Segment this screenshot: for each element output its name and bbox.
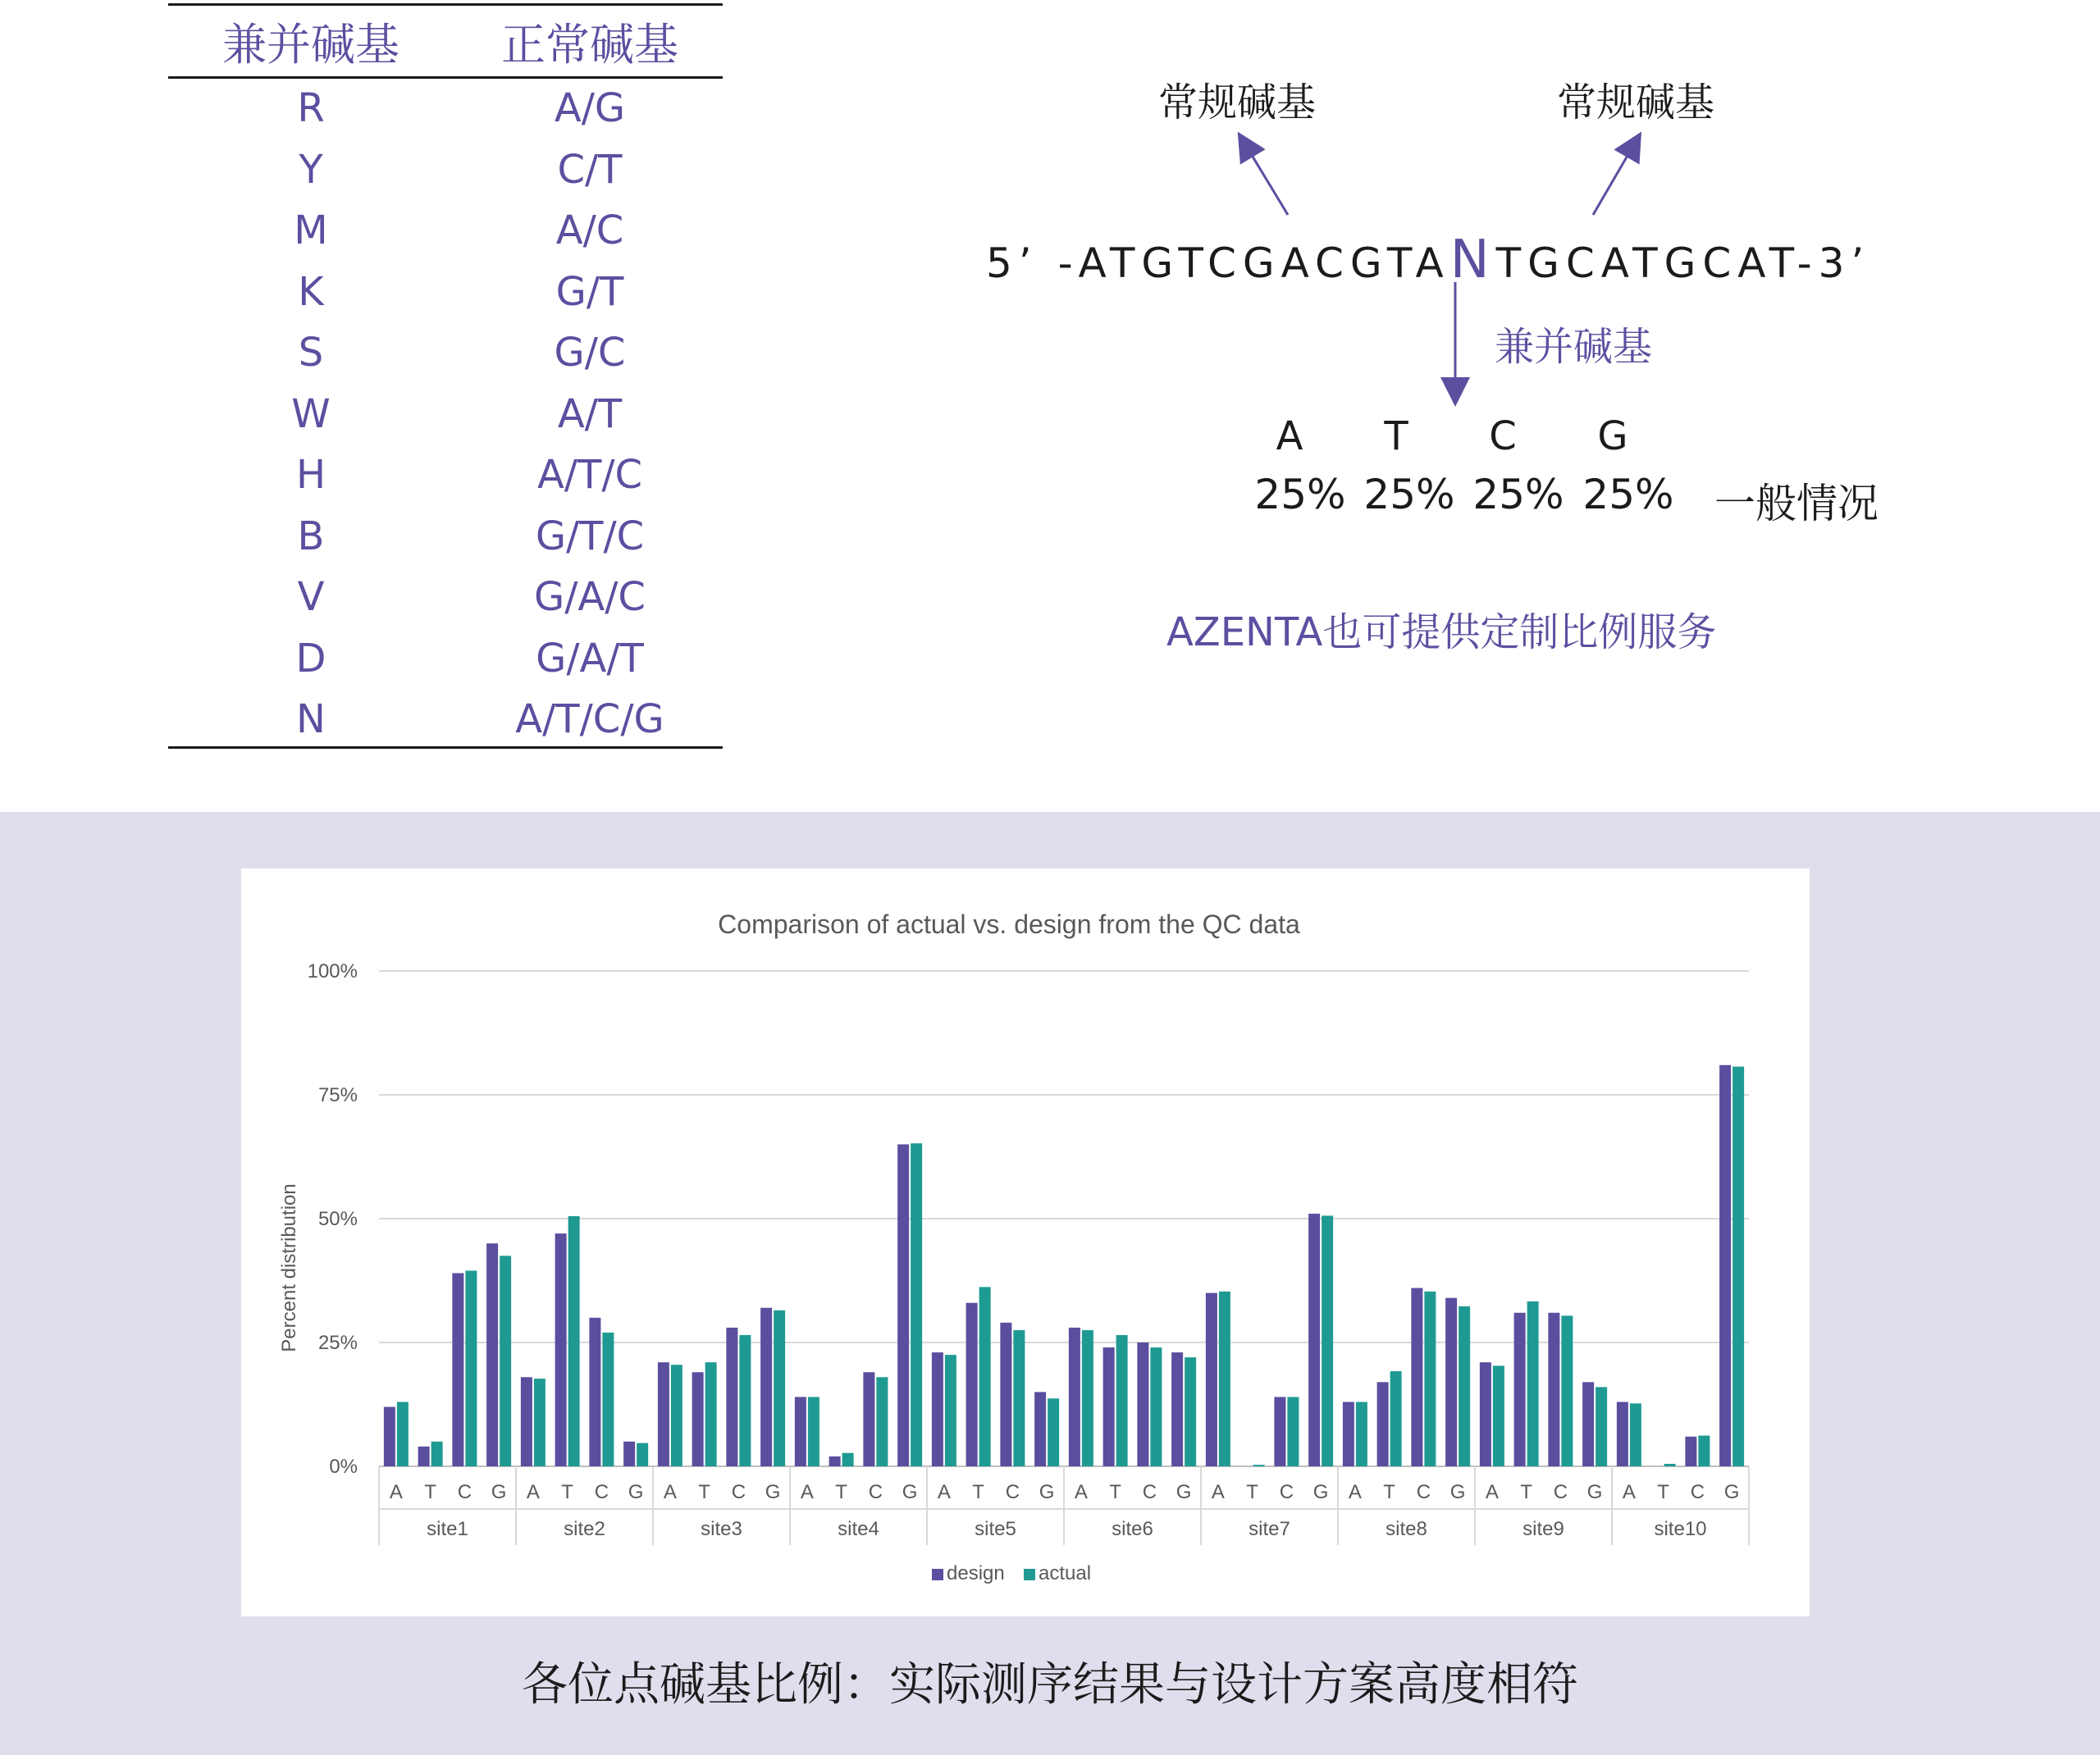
figure-caption: 各位点碱基比例：实际测序结果与设计方案高度相符 — [522, 1658, 1578, 1712]
bar-design-site2-T — [555, 1233, 567, 1466]
y-tick-label-1: 25% — [317, 1332, 358, 1354]
x-base-label-site6-A: A — [1074, 1481, 1088, 1503]
table-code-6: H — [295, 452, 326, 498]
x-base-label-site1-A: A — [389, 1481, 403, 1503]
bar-actual-site4-T — [842, 1453, 854, 1466]
x-base-label-site4-T: T — [835, 1481, 847, 1503]
bar-design-site5-G — [1034, 1392, 1046, 1466]
bar-design-site8-A — [1343, 1402, 1354, 1466]
table-code-10: N — [296, 696, 326, 742]
sequence-prefix: 5’ -ATGTCGACGTA — [986, 239, 1450, 287]
x-base-label-site7-A: A — [1211, 1481, 1225, 1503]
bar-design-site2-A — [521, 1377, 532, 1466]
bar-design-site1-A — [384, 1407, 395, 1466]
x-base-label-site8-G: G — [1449, 1481, 1466, 1503]
base-letter-c: C — [1489, 413, 1517, 459]
chart-x-axis — [379, 1466, 1749, 1545]
x-group-label-site9: site9 — [1522, 1518, 1564, 1540]
bar-design-site6-G — [1171, 1352, 1183, 1466]
custom-ratio-service-note: AZENTA也可提供定制比例服务 — [1166, 609, 1717, 655]
chart-y-axis-label: Percent distribution — [278, 1183, 300, 1352]
bar-actual-site7-T — [1253, 1465, 1265, 1466]
bar-actual-site1-C — [465, 1270, 477, 1466]
x-base-label-site9-G: G — [1586, 1481, 1603, 1503]
x-base-label-site5-C: C — [1005, 1481, 1020, 1503]
base-letter-a: A — [1276, 413, 1303, 459]
bar-actual-site7-G — [1322, 1215, 1333, 1466]
x-base-label-site4-A: A — [800, 1481, 814, 1503]
chart-legend — [932, 1562, 1091, 1584]
x-base-label-site5-T: T — [972, 1481, 984, 1503]
sequence-arrows — [0, 0, 2100, 812]
x-base-label-site3-T: T — [698, 1481, 710, 1503]
x-base-label-site6-C: C — [1142, 1481, 1157, 1503]
table-code-8: V — [297, 574, 325, 620]
x-group-label-site2: site2 — [564, 1518, 605, 1540]
degenerate-base-label: 兼并碱基 — [1495, 324, 1653, 370]
bar-design-site8-T — [1377, 1382, 1389, 1466]
normal-base-label-right: 常规碱基 — [1557, 80, 1715, 125]
x-base-label-site5-A: A — [937, 1481, 951, 1503]
bar-design-site7-G — [1308, 1214, 1320, 1466]
bar-actual-site9-C — [1561, 1315, 1573, 1466]
x-group-label-site10: site10 — [1654, 1518, 1707, 1540]
bar-design-site5-C — [1000, 1323, 1011, 1466]
bar-design-site1-T — [418, 1447, 430, 1466]
sequence-suffix: TGCATGCAT-3’ — [1495, 239, 1871, 287]
chart-y-ticks — [308, 960, 358, 1478]
chart-gridlines — [379, 971, 1749, 1466]
x-group-label-site8: site8 — [1386, 1518, 1427, 1540]
x-base-label-site2-C: C — [594, 1481, 609, 1503]
bar-actual-site1-A — [397, 1402, 409, 1466]
x-base-label-site5-G: G — [1039, 1481, 1055, 1503]
bar-design-site9-A — [1480, 1362, 1491, 1466]
bar-design-site6-C — [1137, 1342, 1148, 1466]
base-percent-g: 25% — [1582, 471, 1674, 518]
x-base-label-site7-G: G — [1312, 1481, 1329, 1503]
bar-design-site10-G — [1719, 1065, 1731, 1466]
x-base-label-site4-C: C — [868, 1481, 883, 1503]
table-bases-1: C/T — [557, 146, 623, 193]
legend-swatch-actual — [1024, 1569, 1035, 1580]
bar-actual-site1-T — [431, 1442, 443, 1466]
x-base-label-site10-A: A — [1622, 1481, 1636, 1503]
sequence-degenerate-base: N — [1449, 230, 1496, 290]
table-code-0: R — [297, 85, 325, 131]
bar-design-site8-G — [1445, 1298, 1457, 1466]
table-bases-8: G/A/C — [534, 574, 646, 620]
chart-bars — [384, 1065, 1744, 1466]
table-bases-0: A/G — [554, 85, 626, 131]
table-header-normal: 正常碱基 — [501, 19, 678, 71]
bar-design-site4-T — [829, 1456, 841, 1466]
bar-actual-site3-T — [705, 1362, 717, 1466]
bar-design-site4-C — [863, 1372, 874, 1466]
bar-actual-site8-G — [1459, 1306, 1470, 1466]
chart-title: Comparison of actual vs. design from the QC data — [718, 909, 1300, 939]
table-bases-9: G/A/T — [536, 635, 644, 681]
bar-design-site10-A — [1617, 1402, 1628, 1466]
table-bases-7: G/T/C — [535, 513, 645, 559]
table-code-3: K — [298, 268, 324, 315]
x-base-label-site6-G: G — [1176, 1481, 1192, 1503]
bar-design-site7-C — [1274, 1397, 1285, 1466]
bar-actual-site9-A — [1493, 1365, 1504, 1466]
legend-label-actual: actual — [1039, 1562, 1092, 1584]
table-bases-2: A/C — [555, 207, 624, 253]
bar-design-site3-A — [658, 1362, 669, 1466]
x-base-label-site8-T: T — [1383, 1481, 1395, 1503]
bar-actual-site1-G — [500, 1256, 511, 1466]
bar-actual-site7-A — [1219, 1292, 1230, 1466]
bar-design-site6-T — [1103, 1347, 1115, 1466]
bar-design-site2-G — [623, 1442, 635, 1466]
bar-design-site5-T — [966, 1303, 978, 1466]
bar-design-site4-G — [897, 1144, 909, 1466]
x-base-label-site6-T: T — [1109, 1481, 1121, 1503]
arrow-left-up — [1245, 144, 1288, 215]
x-base-label-site9-C: C — [1553, 1481, 1568, 1503]
y-tick-label-4: 100% — [307, 960, 358, 982]
arrow-right-up — [1593, 144, 1634, 215]
x-base-label-site4-G: G — [902, 1481, 918, 1503]
x-base-label-site2-A: A — [526, 1481, 540, 1503]
y-tick-label-3: 75% — [317, 1084, 358, 1106]
table-bases-10: A/T/C/G — [515, 696, 664, 742]
bar-design-site9-C — [1548, 1313, 1559, 1466]
bar-actual-site7-C — [1287, 1397, 1299, 1466]
bar-design-site9-T — [1514, 1313, 1526, 1466]
bar-actual-site6-T — [1116, 1335, 1128, 1466]
bar-actual-site2-C — [602, 1333, 614, 1466]
bar-actual-site6-G — [1185, 1357, 1196, 1466]
base-percent-a: 25% — [1254, 471, 1346, 518]
bar-actual-site3-A — [671, 1365, 682, 1466]
x-base-label-site2-G: G — [628, 1481, 644, 1503]
bar-design-site2-C — [589, 1318, 600, 1466]
x-base-label-site7-T: T — [1246, 1481, 1258, 1503]
table-code-5: W — [291, 390, 331, 437]
bar-actual-site8-T — [1390, 1371, 1402, 1466]
x-base-label-site1-T: T — [424, 1481, 436, 1503]
bar-design-site6-A — [1069, 1328, 1080, 1466]
bar-actual-site10-T — [1664, 1464, 1676, 1466]
bar-actual-site10-G — [1732, 1067, 1744, 1466]
bar-actual-site3-G — [774, 1311, 785, 1466]
legend-label-design: design — [947, 1562, 1005, 1584]
bar-actual-site9-G — [1596, 1387, 1607, 1466]
x-group-label-site4: site4 — [838, 1518, 879, 1540]
bar-actual-site5-T — [979, 1287, 991, 1466]
x-base-label-site2-T: T — [561, 1481, 573, 1503]
bar-actual-site2-A — [534, 1379, 546, 1466]
bar-actual-site5-G — [1048, 1398, 1059, 1466]
y-tick-label-2: 50% — [317, 1208, 358, 1230]
sequence-line — [986, 230, 1870, 290]
bar-actual-site5-A — [945, 1355, 956, 1466]
x-base-label-site9-A: A — [1485, 1481, 1499, 1503]
bar-design-site3-G — [760, 1308, 772, 1466]
x-base-label-site8-A: A — [1348, 1481, 1362, 1503]
x-base-label-site9-T: T — [1520, 1481, 1532, 1503]
x-base-label-site3-G: G — [765, 1481, 781, 1503]
bar-design-site1-G — [486, 1243, 498, 1466]
x-group-label-site3: site3 — [701, 1518, 742, 1540]
base-letter-g: G — [1597, 413, 1628, 459]
bar-actual-site8-C — [1424, 1292, 1436, 1466]
table-header-degenerate: 兼并碱基 — [222, 19, 399, 71]
table-bases-3: G/T — [555, 268, 624, 315]
bar-design-site3-T — [692, 1372, 704, 1466]
qc-comparison-chart — [241, 868, 1810, 1616]
base-percent-c: 25% — [1472, 471, 1564, 518]
table-code-1: Y — [299, 146, 323, 193]
y-tick-label-0: 0% — [329, 1456, 358, 1478]
table-code-4: S — [298, 330, 324, 376]
x-group-label-site7: site7 — [1249, 1518, 1290, 1540]
table-bases-6: A/T/C — [536, 452, 642, 498]
bar-actual-site4-C — [876, 1377, 888, 1466]
qc-chart-card — [241, 868, 1810, 1616]
bar-design-site9-G — [1582, 1382, 1594, 1466]
x-base-label-site10-T: T — [1657, 1481, 1669, 1503]
bar-design-site8-C — [1411, 1288, 1422, 1466]
x-base-label-site8-C: C — [1416, 1481, 1431, 1503]
x-base-label-site1-G: G — [491, 1481, 507, 1503]
bar-actual-site6-A — [1082, 1330, 1093, 1466]
bar-actual-site4-G — [911, 1143, 922, 1466]
x-base-label-site1-C: C — [457, 1481, 472, 1503]
x-base-label-site10-C: C — [1690, 1481, 1705, 1503]
bar-actual-site6-C — [1150, 1347, 1162, 1466]
bar-actual-site4-A — [808, 1397, 819, 1466]
table-code-7: B — [297, 513, 325, 559]
bar-design-site1-C — [452, 1273, 463, 1466]
x-group-label-site6: site6 — [1112, 1518, 1153, 1540]
bar-design-site10-C — [1685, 1437, 1696, 1466]
table-bases-4: G/C — [554, 330, 626, 376]
x-base-label-site3-A: A — [663, 1481, 677, 1503]
base-percent-t: 25% — [1363, 471, 1455, 518]
x-base-label-site3-C: C — [731, 1481, 746, 1503]
bar-actual-site2-G — [637, 1443, 648, 1466]
x-group-label-site5: site5 — [975, 1518, 1016, 1540]
bar-design-site3-C — [726, 1328, 737, 1466]
bar-design-site7-A — [1206, 1293, 1217, 1466]
bar-actual-site5-C — [1013, 1330, 1025, 1466]
bar-actual-site3-C — [739, 1335, 751, 1466]
normal-base-label-left: 常规碱基 — [1158, 80, 1317, 125]
table-code-9: D — [295, 635, 326, 681]
general-case-label: 一般情况 — [1714, 480, 1879, 527]
x-base-label-site10-G: G — [1723, 1481, 1740, 1503]
x-base-label-site7-C: C — [1279, 1481, 1294, 1503]
bar-design-site4-A — [795, 1397, 806, 1466]
bar-actual-site8-A — [1356, 1402, 1367, 1466]
bar-actual-site10-C — [1698, 1436, 1710, 1466]
table-code-2: M — [294, 207, 328, 253]
table-bases-5: A/T — [557, 390, 623, 437]
x-group-label-site1: site1 — [427, 1518, 468, 1540]
base-letter-t: T — [1384, 413, 1408, 459]
bar-actual-site10-A — [1630, 1403, 1641, 1466]
bar-design-site5-A — [932, 1352, 943, 1466]
bar-actual-site9-T — [1527, 1301, 1539, 1466]
legend-swatch-design — [932, 1569, 943, 1580]
bar-actual-site2-T — [568, 1216, 580, 1466]
